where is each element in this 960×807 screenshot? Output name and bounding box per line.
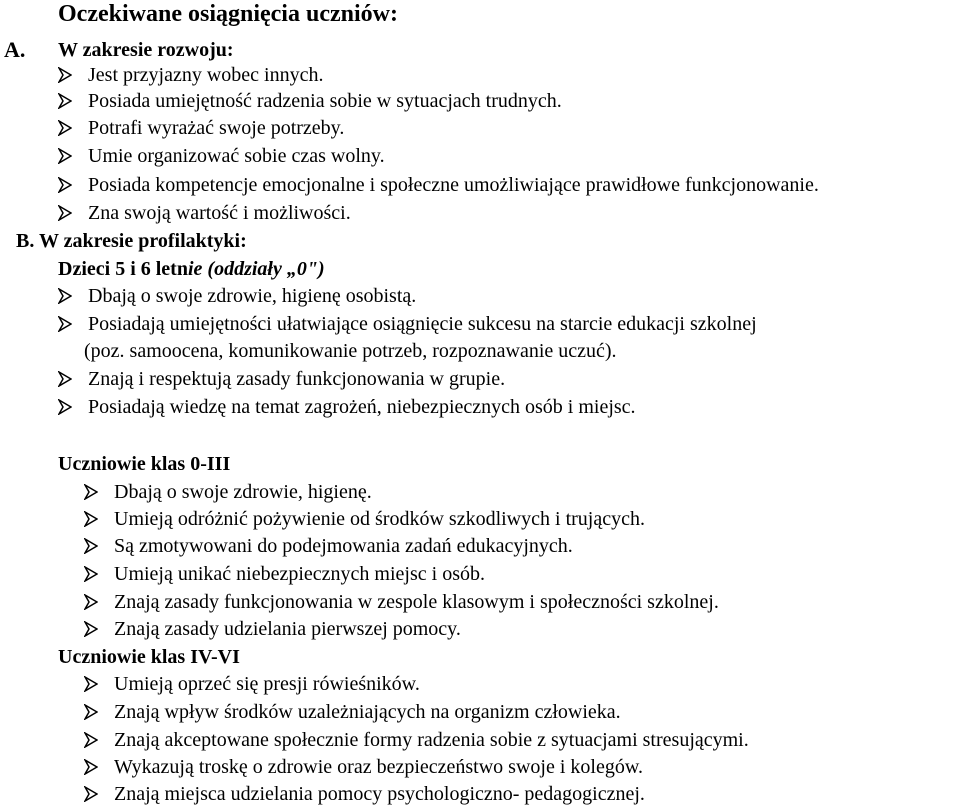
list-item-text: Umieją unikać niebezpiecznych miejsc i osób. <box>114 563 485 585</box>
list-item-text: Dbają o swoje zdrowie, higienę. <box>114 481 372 503</box>
arrow-bullet-icon <box>58 116 88 140</box>
list-item <box>84 480 372 504</box>
list-item <box>84 700 621 724</box>
list-item <box>58 144 385 168</box>
list-item-text: Posiadają wiedzę na temat zagrożeń, niebezpiecznych osób i miejsc. <box>88 396 636 418</box>
list-item-text: Zna swoją wartość i możliwości. <box>88 202 351 224</box>
list-item-text: Posiadają umiejętności ułatwiające osiągnięcie sukcesu na starcie edukacji szkolnej <box>88 313 757 335</box>
list-item-text: Znają akceptowane społecznie formy radzenia sobie z sytuacjami stresującymi. <box>114 729 749 751</box>
list-item-text: Umie organizować sobie czas wolny. <box>88 145 385 167</box>
list-item <box>84 562 485 586</box>
list-item <box>58 201 351 225</box>
list-item-text: Znają zasady funkcjonowania w zespole klasowym i społeczności szkolnej. <box>114 591 719 613</box>
list-item <box>58 367 505 391</box>
list-item <box>84 755 643 779</box>
page-title: Oczekiwane osiągnięcia uczniów: <box>58 1 398 27</box>
group-heading-0-3: Uczniowie klas 0-III <box>58 453 231 475</box>
list-item-text: Wykazują troskę o zdrowie oraz bezpieczeństwo swoje i kolegów. <box>114 756 643 778</box>
list-item <box>84 534 573 558</box>
list-item-text: Dbają o swoje zdrowie, higienę osobistą. <box>88 285 417 307</box>
group-heading-prefix: Dzieci 5 i 6 letn <box>58 258 188 280</box>
arrow-bullet-icon <box>84 480 114 504</box>
arrow-bullet-icon <box>58 284 88 308</box>
arrow-bullet-icon <box>84 507 114 531</box>
list-item-text: Posiada umiejętność radzenia sobie w sytuacjach trudnych. <box>88 90 562 112</box>
list-item-text: Posiada kompetencje emocjonalne i społeczne umożliwiające prawidłowe funkcjonowanie. <box>88 174 819 196</box>
list-item-text: Potrafi wyrażać swoje potrzeby. <box>88 117 345 139</box>
arrow-bullet-icon <box>84 590 114 614</box>
arrow-bullet-icon <box>58 201 88 225</box>
list-item-text: Znają wpływ środków uzależniających na organizm człowieka. <box>114 701 621 723</box>
list-item <box>84 507 645 531</box>
list-item <box>58 395 636 419</box>
arrow-bullet-icon <box>58 395 88 419</box>
arrow-bullet-icon <box>58 312 88 336</box>
list-item <box>58 312 757 336</box>
arrow-bullet-icon <box>84 755 114 779</box>
arrow-bullet-icon <box>84 728 114 752</box>
list-item <box>84 728 749 752</box>
list-item-text: Są zmotywowani do podejmowania zadań edukacyjnych. <box>114 535 573 557</box>
group-heading-suffix: ie (oddziały „0") <box>187 258 325 280</box>
arrow-bullet-icon <box>58 89 88 113</box>
section-a-heading: W zakresie rozwoju: <box>58 39 234 61</box>
list-item-text: Jest przyjazny wobec innych. <box>88 64 324 86</box>
list-item <box>58 89 562 113</box>
arrow-bullet-icon <box>84 534 114 558</box>
list-item <box>58 116 344 140</box>
list-item <box>58 173 819 197</box>
arrow-bullet-icon <box>84 562 114 586</box>
group-heading-5-6 <box>58 257 325 281</box>
list-item <box>58 63 323 87</box>
list-item <box>84 782 645 806</box>
group-heading-4-6: Uczniowie klas IV-VI <box>58 646 240 668</box>
arrow-bullet-icon <box>84 672 114 696</box>
arrow-bullet-icon <box>84 700 114 724</box>
arrow-bullet-icon <box>58 367 88 391</box>
section-b-heading: B. W zakresie profilaktyki: <box>16 230 247 252</box>
list-item-text: Umieją odróżnić pożywienie od środków szkodliwych i trujących. <box>114 508 645 530</box>
list-item <box>84 617 461 641</box>
list-item-text: Znają miejsca udzielania pomocy psychologiczno- pedagogicznej. <box>114 783 645 805</box>
arrow-bullet-icon <box>84 617 114 641</box>
list-item-continuation: (poz. samoocena, komunikowanie potrzeb, rozpoznawanie uczuć). <box>84 340 617 362</box>
list-item-text: Umieją oprzeć się presji rówieśników. <box>114 673 420 695</box>
arrow-bullet-icon <box>58 144 88 168</box>
list-item <box>58 284 416 308</box>
list-item <box>84 672 420 696</box>
list-item-text: Znają zasady udzielania pierwszej pomocy. <box>114 618 461 640</box>
list-item <box>84 590 719 614</box>
section-a-letter: A. <box>4 37 26 62</box>
arrow-bullet-icon <box>58 173 88 197</box>
arrow-bullet-icon <box>84 782 114 806</box>
list-item-text: Znają i respektują zasady funkcjonowania w grupie. <box>88 368 506 390</box>
arrow-bullet-icon <box>58 63 88 87</box>
